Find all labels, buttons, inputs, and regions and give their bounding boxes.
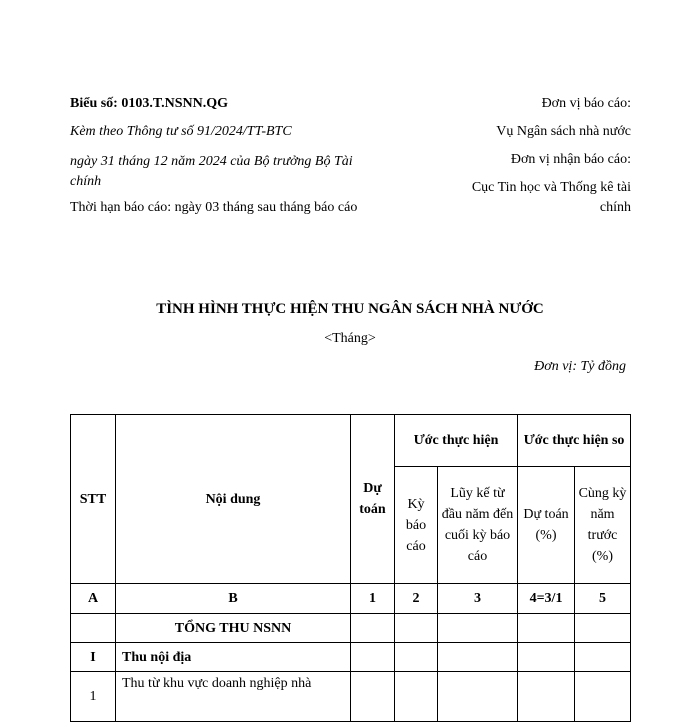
header-cumulative: Lũy kế từ đầu năm đến cuối kỳ báo cáo (438, 467, 518, 584)
header-estimated-performance-vs: Ước thực hiện so (518, 415, 631, 467)
row-content: Thu nội địa (116, 643, 351, 672)
index-cell: 3 (438, 584, 518, 614)
header-estimate: Dự toán (351, 415, 395, 584)
table-row (71, 672, 631, 722)
report-title: TÌNH HÌNH THỰC HIỆN THU NGÂN SÁCH NHÀ NƯỚC (156, 301, 544, 317)
currency-unit: Đơn vị: Tỷ đồng (534, 359, 626, 374)
header-estimated-performance: Ước thực hiện (395, 415, 518, 467)
header-reporting-period: Kỳ báo cáo (395, 467, 438, 584)
index-cell: B (116, 584, 351, 614)
index-cell: 1 (351, 584, 395, 614)
header-vs-previous-year: Cùng kỳ năm trước (%) (575, 467, 631, 584)
header-stt: STT (71, 415, 116, 584)
reporting-unit: Vụ Ngân sách nhà nước (496, 124, 631, 139)
row-stt (71, 614, 116, 643)
index-cell: 2 (395, 584, 438, 614)
table-row (71, 614, 631, 643)
receiving-unit-label: Đơn vị nhận báo cáo: (510, 152, 631, 167)
index-row (71, 584, 631, 614)
row-content: Thu từ khu vực doanh nghiệp nhà (116, 672, 351, 722)
report-deadline: Thời hạn báo cáo: ngày 03 tháng sau tháng báo cáo (70, 200, 358, 215)
row-stt: I (71, 643, 116, 672)
header-vs-estimate: Dự toán (%) (518, 467, 575, 584)
issue-date: ngày 31 tháng 12 năm 2024 của Bộ trưởng Bộ Tài chính (70, 154, 353, 189)
header-content: Nội dung (116, 415, 351, 584)
index-cell: A (71, 584, 116, 614)
report-period: <Tháng> (324, 331, 376, 346)
row-stt: 1 (71, 672, 116, 722)
table-row (71, 643, 631, 672)
form-number: Biểu số: 0103.T.NSNN.QG (70, 96, 229, 111)
revenue-table (70, 414, 631, 722)
circular-reference: Kèm theo Thông tư số 91/2024/TT-BTC (70, 124, 292, 139)
index-cell: 5 (575, 584, 631, 614)
row-content: TỔNG THU NSNN (116, 614, 351, 643)
reporting-unit-label: Đơn vị báo cáo: (541, 96, 631, 111)
receiving-unit: Cục Tin học và Thống kê tài chính (471, 180, 631, 215)
index-cell: 4=3/1 (518, 584, 575, 614)
